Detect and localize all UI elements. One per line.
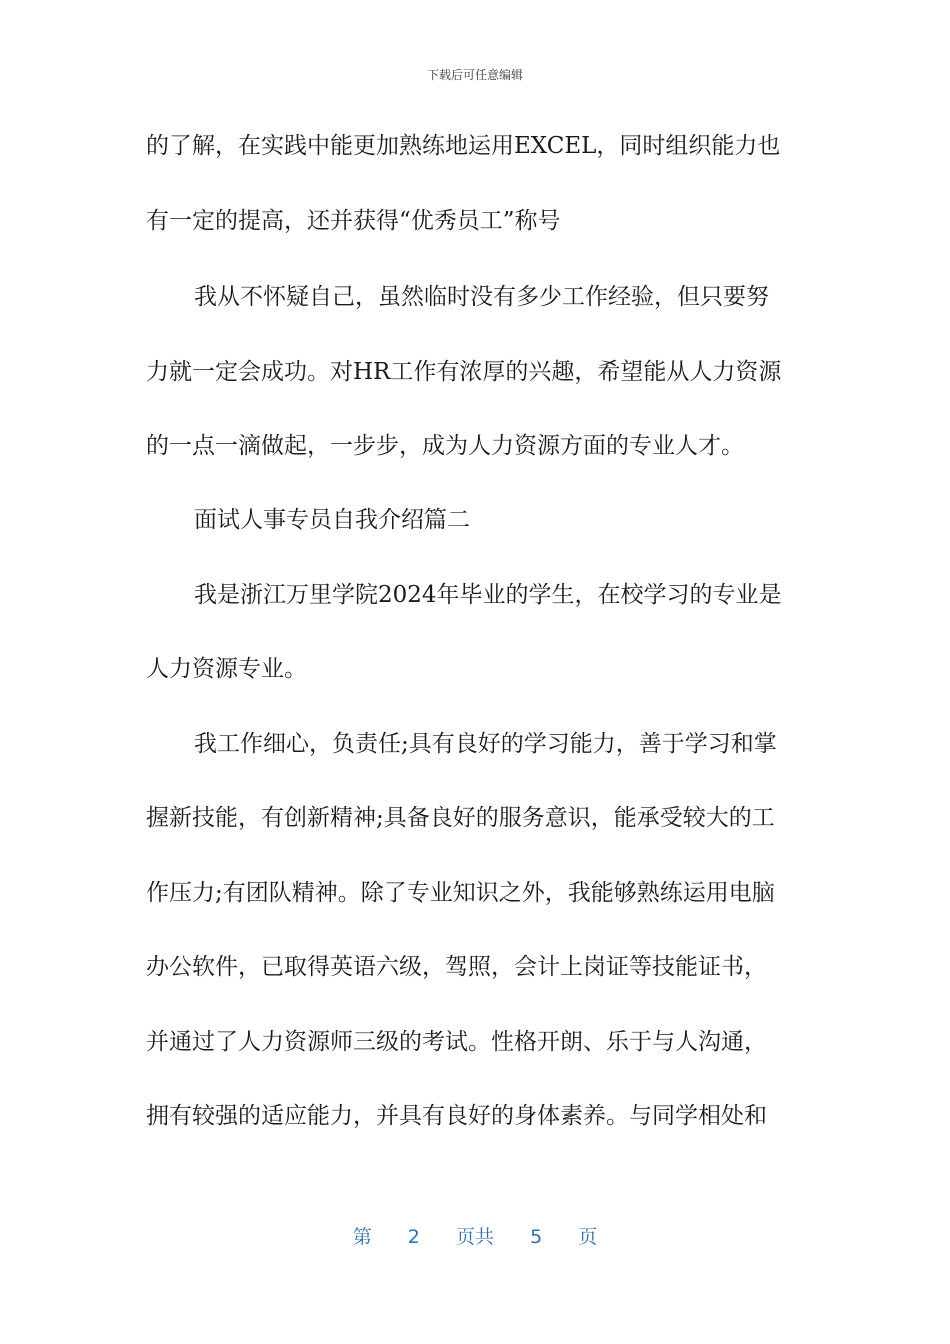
body-line: 并通过了人力资源师三级的考试。性格开朗、乐于与人沟通，	[146, 1029, 767, 1055]
body-line: 有一定的提高，还并获得“优秀员工”称号	[146, 208, 561, 234]
footer-label-mid: 页共	[455, 1226, 494, 1248]
body-line: 握新技能，有创新精神;具备良好的服务意识，能承受较大的工	[146, 805, 775, 831]
body-line: 办公软件，已取得英语六级，驾照，会计上岗证等技能证书，	[146, 954, 767, 980]
body-line: 作压力;有团队精神。除了专业知识之外，我能够熟练运用电脑	[146, 880, 775, 906]
body-line: 力就一定会成功。对HR工作有浓厚的兴趣，希望能从人力资源	[146, 359, 782, 385]
body-line: 人力资源专业。	[146, 656, 307, 682]
current-page-number: 2	[407, 1226, 420, 1248]
page-footer	[0, 1222, 950, 1249]
total-pages-number: 5	[530, 1226, 543, 1248]
page-header: 下载后可任意编辑	[426, 68, 523, 82]
body-line: 的了解，在实践中能更加熟练地运用EXCEL，同时组织能力也	[146, 133, 781, 159]
body-line: 的一点一滴做起，一步步，成为人力资源方面的专业人才。	[146, 433, 744, 459]
paragraph-start-line: 我从不怀疑自己，虽然临时没有多少工作经验，但只要努	[194, 284, 769, 310]
section-heading: 面试人事专员自我介绍篇二	[194, 507, 470, 533]
footer-label-suffix: 页	[578, 1226, 598, 1248]
footer-label-prefix: 第	[352, 1226, 372, 1248]
body-line: 拥有较强的适应能力，并具有良好的身体素养。与同学相处和	[146, 1103, 767, 1129]
paragraph-start-line: 我工作细心，负责任;具有良好的学习能力，善于学习和掌	[194, 731, 777, 757]
paragraph-start-line: 我是浙江万里学院2024年毕业的学生，在校学习的专业是	[194, 582, 782, 608]
